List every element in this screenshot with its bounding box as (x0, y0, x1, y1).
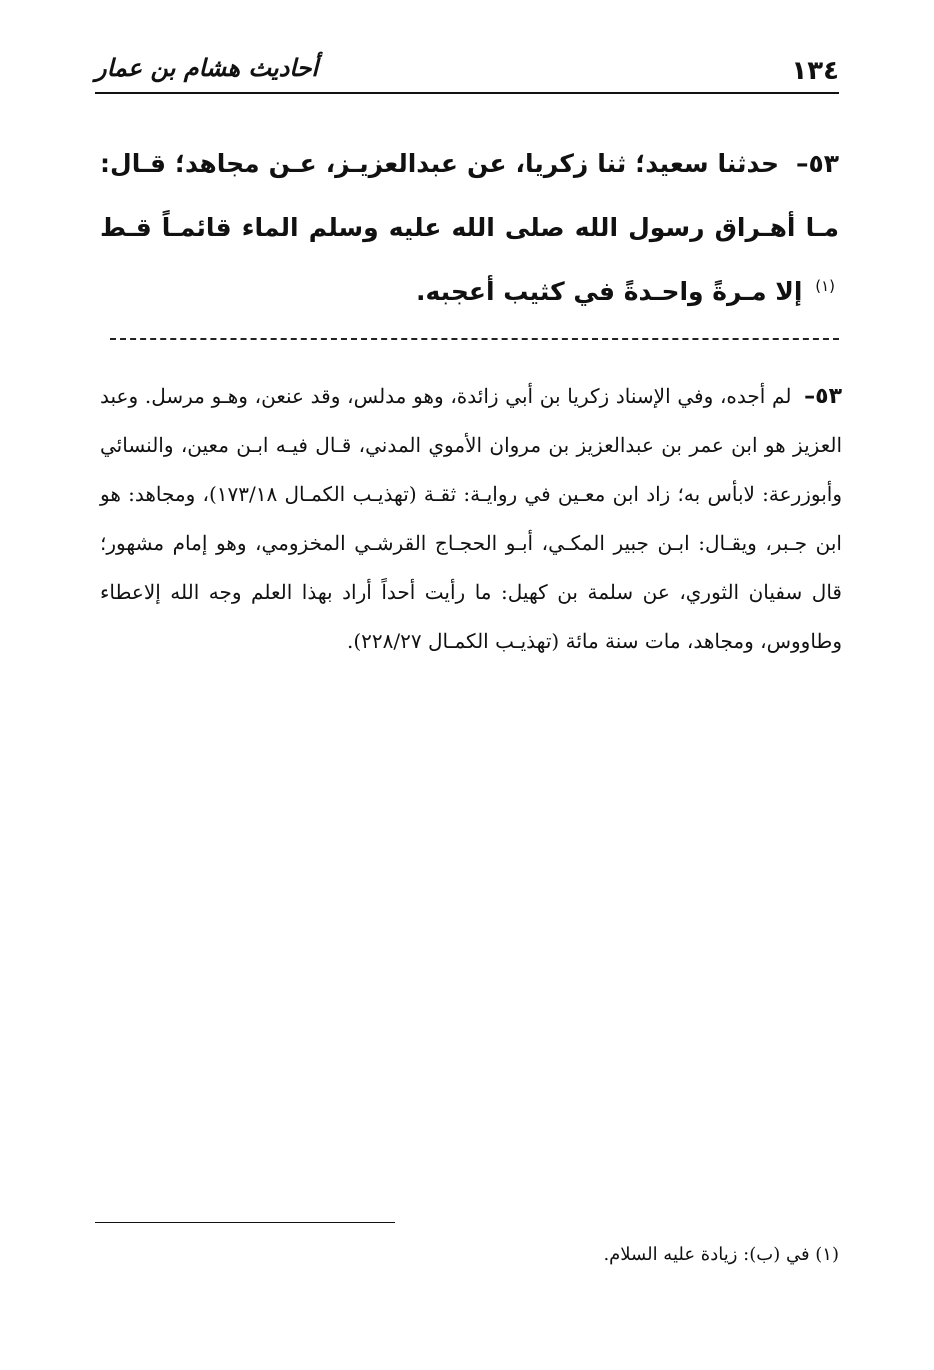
footnote-reference: (١) (815, 276, 835, 295)
commentary (100, 372, 842, 666)
hadith-text-part1: حدثنا سعيد؛ ثنا زكريا، عن عبدالعزيـز، عـن مجاهد؛ قـال: مـا أهـراق رسول الله صلى الله عليه وسلم الماء قائمـاً قـط (100, 149, 839, 242)
section-separator (110, 338, 839, 340)
commentary-number: ٥٣– (804, 384, 842, 409)
footnote: (١) في (ب): زيادة عليه السلام. (603, 1244, 839, 1265)
hadith-text-part2: إلا مـرةً واحـدةً في كثيب أعجبه. (415, 277, 803, 306)
page-number: ١٣٤ (791, 56, 839, 86)
page-header (95, 48, 839, 88)
hadith-number: ٥٣– (795, 149, 839, 178)
header-rule (95, 92, 839, 94)
running-title: أحاديث هشام بن عمار (95, 54, 319, 82)
commentary-text: لم أجده، وفي الإسناد زكريا بن أبي زائدة، وهو مدلس، وقد عنعن، وهـو مرسل. وعبد العزيز هو ابن عمر بن عبدالعزيز بن مروان الأموي المدني، قـال فيـه ابـن معين، والنسائي وأبوزرعة: لابأس به؛ زاد ابن معـين في روايـة: ثقـة (تهذيـب الكمـال ١٧٣/١٨)، ومجاهد: هو ابن جـبر، ويقـال: ابـن جبير المكـي، أبـو الحجـاج القرشـي المخزومي، وهو إمام مشهور؛ قال سفيان الثوري، عن سلمة بن كهيل: ما رأيت أحداً أراد بهذا العلم وجه الله إلاعطاء وطاووس، ومجاهد، مات سنة مائة (تهذيـب الكمـال ٢٢٨/٢٧). (100, 384, 843, 653)
hadith-text (100, 132, 839, 324)
footnote-rule (95, 1222, 395, 1223)
